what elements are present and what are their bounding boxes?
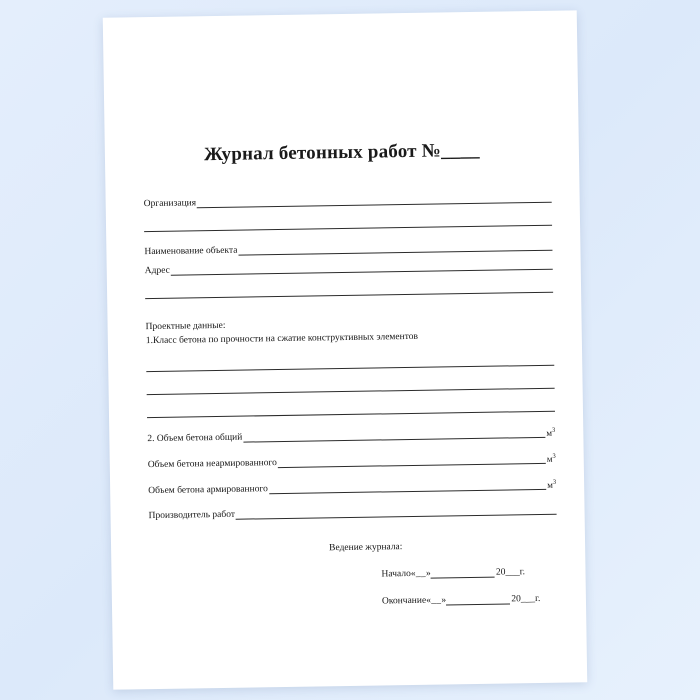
field-volume-total-label: 2. Объем бетона общий <box>147 432 243 444</box>
field-volume-reinforced-label: Объем бетона армированного <box>148 483 268 496</box>
journal-start-label: Начало <box>381 568 411 580</box>
field-object-name-label: Наименование объекта <box>144 245 238 258</box>
field-volume-total-unit: $м^3$ <box>546 426 556 438</box>
field-organization[interactable] <box>144 193 552 209</box>
journal-start-month-input[interactable] <box>431 568 495 579</box>
journal-end-day[interactable]: «__» <box>426 595 447 606</box>
journal-end-row[interactable] <box>112 593 586 610</box>
field-organization-label: Организация <box>143 198 197 210</box>
journal-start-day[interactable]: «__» <box>410 568 432 579</box>
page-title: Журнал бетонных работ №____ <box>203 139 480 166</box>
field-volume-unreinforced-label: Объем бетона неармированного <box>147 457 277 470</box>
journal-end-month-input[interactable] <box>446 594 510 605</box>
journal-keeping-section <box>111 539 586 610</box>
field-organization-input[interactable] <box>197 193 552 209</box>
project-data-line-2[interactable] <box>147 378 555 394</box>
field-address-label: Адрес <box>144 265 170 277</box>
journal-start-year[interactable]: 20___г. <box>495 567 526 578</box>
document-sheet <box>103 10 587 689</box>
project-data-heading: Проектные данные: <box>145 320 226 333</box>
field-volume-unreinforced-unit: $м^3$ <box>546 452 556 464</box>
journal-start-row[interactable] <box>111 566 585 583</box>
field-works-producer-label: Производитель работ <box>148 509 236 521</box>
project-data-line-1[interactable] <box>146 355 554 371</box>
journal-keeping-heading: Ведение журнала: <box>329 542 403 554</box>
form-body <box>144 193 557 521</box>
journal-end-year[interactable]: 20___г. <box>511 593 541 605</box>
project-data-item-1: 1.Класс бетона по прочности на сжатие конструктивных элементов <box>145 331 419 346</box>
field-volume-reinforced-unit: $м^3$ <box>547 478 557 490</box>
document-page <box>103 10 587 689</box>
journal-end-label: Окончание <box>381 595 427 607</box>
